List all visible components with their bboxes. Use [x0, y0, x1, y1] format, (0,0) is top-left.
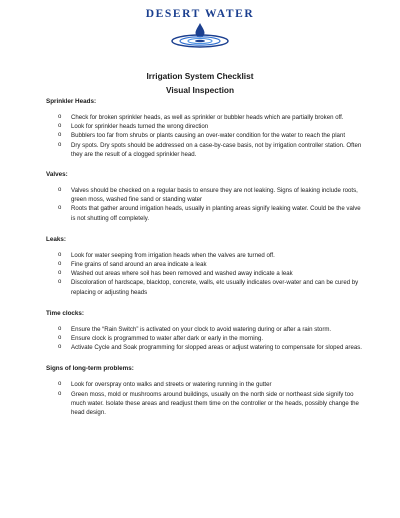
list-item-text: Roots that gather around irrigation heads, usually in planting areas signify leaking water. Could be the valve is not shutting off completely.: [71, 205, 361, 222]
list-item: [46, 334, 364, 343]
bullet-list: [46, 186, 364, 223]
bullet-icon: o: [58, 141, 62, 148]
list-item-text: Ensure clock is programmed to water after dark or early in the morning.: [71, 335, 264, 343]
list-item: [46, 260, 364, 269]
section-heading: Time clocks:: [46, 309, 85, 317]
list-item-text: Discoloration of hardscape, blacktop, concrete, walls, etc usually indicates over-water and can be cured by replacing or adjusting heads: [71, 279, 359, 296]
list-item: [46, 269, 364, 278]
list-item: [46, 390, 364, 418]
bullet-icon: o: [58, 270, 62, 277]
section-heading: Signs of long-term problems:: [46, 365, 134, 373]
section-heading: Sprinkler Heads:: [46, 98, 97, 105]
list-item-text: Dry spots. Dry spots should be addressed on a case-by-case basis, not by irrigation controller station. Often they are the result of a clogged sprinkler head.: [71, 141, 362, 158]
list-item: [46, 131, 364, 140]
bullet-icon: o: [58, 325, 62, 332]
list-item-text: Look for sprinkler heads turned the wrong direction: [71, 123, 209, 131]
list-item: [46, 325, 364, 334]
list-item: [46, 380, 364, 389]
bullet-icon: o: [58, 187, 62, 194]
list-item: [46, 278, 364, 296]
list-item: [46, 251, 364, 260]
document-title: [0, 69, 400, 97]
list-item-text: Check for broken sprinkler heads, as well as sprinkler or bubbler heads which are partially broken off.: [71, 114, 344, 121]
list-item-text: Activate Cycle and Soak programming for slopped areas or adjust watering to compensate for sloped areas.: [71, 344, 362, 352]
bullet-icon: o: [58, 381, 62, 388]
list-item: [46, 113, 364, 122]
bullet-list: [46, 380, 364, 417]
list-item-text: Look for overspray onto walks and streets or watering running in the gutter: [71, 381, 272, 389]
section-heading: Leaks:: [46, 235, 66, 243]
bullet-icon: o: [58, 344, 62, 351]
bullet-icon: o: [58, 279, 62, 286]
list-item: [46, 141, 364, 159]
list-item-text: Bubblers too far from shrubs or plants causing an over-water condition for the water to reach the plant: [71, 132, 346, 140]
bullet-icon: o: [58, 205, 62, 212]
title-line-1: Irrigation System Checklist: [146, 71, 254, 81]
section-valves: [46, 170, 364, 223]
title-line-2: Visual Inspection: [165, 85, 235, 95]
section-leaks: [46, 235, 364, 297]
list-item-text: Washed out areas where soil has been removed and washed away indicate a leak: [71, 270, 293, 278]
section-sprinkler-heads: [46, 97, 364, 159]
list-item: [46, 343, 364, 352]
water-drop-icon: [168, 22, 232, 52]
list-item: [46, 186, 364, 204]
brand-logo: [0, 8, 400, 52]
list-item-text: Valves should be checked on a regular basis to ensure they are not leaking. Signs of leaking include roots, green moss, washed fine sand or standing water: [71, 187, 358, 204]
bullet-list: [46, 325, 364, 353]
list-item-text: Fine grains of sand around an area indicate a leak: [71, 261, 207, 269]
section-heading: Valves:: [46, 171, 68, 179]
bullet-icon: o: [58, 390, 62, 397]
checklist-content: [46, 97, 364, 417]
bullet-icon: o: [58, 132, 62, 139]
bullet-icon: o: [58, 335, 62, 342]
bullet-icon: o: [58, 114, 62, 120]
list-item: [46, 204, 364, 222]
section-time-clocks: [46, 309, 364, 353]
brand-name: DESERT WATER: [145, 8, 255, 20]
bullet-icon: o: [58, 123, 62, 130]
section-long-term-problems: [46, 364, 364, 417]
list-item-text: Green moss, mold or mushrooms around buildings, usually on the north side or northeast side signify too much water. Isolate these areas and readjust them time on the controller or the heads, possibly change the head design.: [71, 390, 359, 417]
bullet-icon: o: [58, 251, 62, 258]
bullet-list: [46, 251, 364, 297]
bullet-icon: o: [58, 261, 62, 268]
list-item: [46, 122, 364, 131]
list-item-text: Ensure the “Rain Switch” is activated on your clock to avoid watering during or after a rain storm.: [71, 325, 332, 333]
list-item-text: Look for water seeping from irrigation heads when the valves are turned off.: [71, 251, 275, 259]
bullet-list: [46, 113, 364, 159]
